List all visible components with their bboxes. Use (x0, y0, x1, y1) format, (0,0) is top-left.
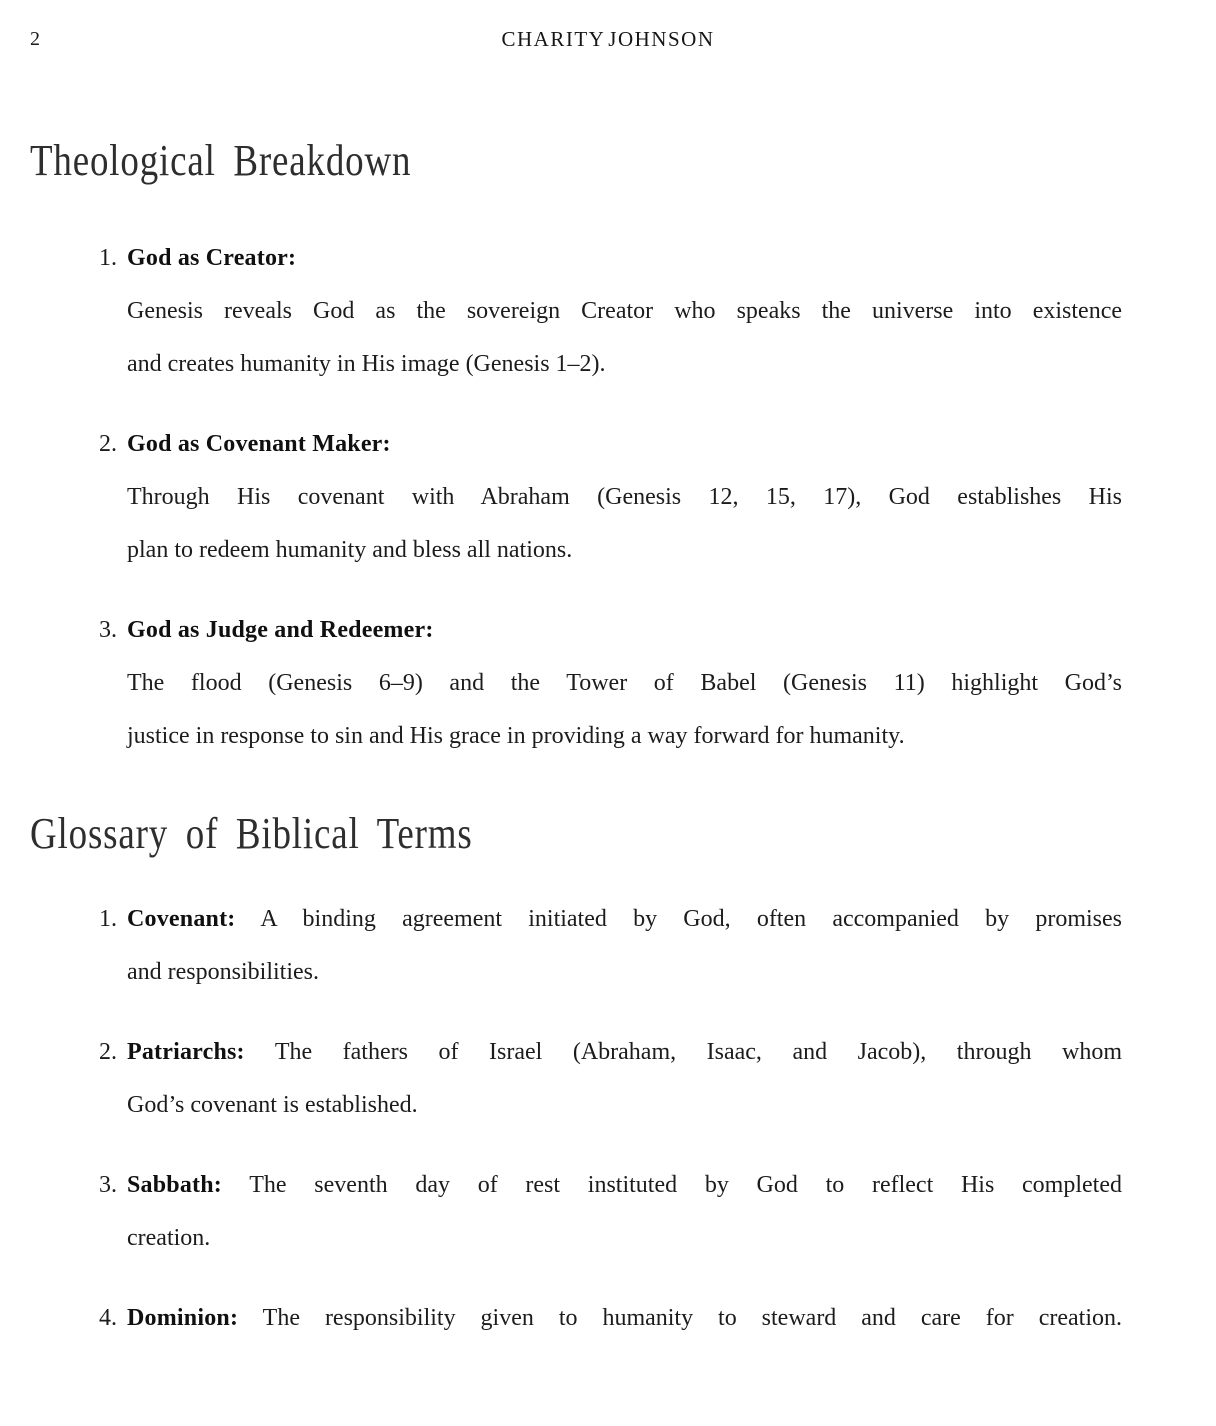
item-number: 2. (99, 1039, 117, 1065)
list-item (99, 604, 1122, 763)
item-term: Dominion: (127, 1305, 239, 1331)
item-term: Sabbath: (127, 1172, 222, 1198)
text-line: and creates humanity in His image (Genesis 1–2). (127, 351, 606, 377)
text-line (99, 418, 1122, 471)
page-header (30, 0, 1122, 60)
item-number: 4. (99, 1305, 117, 1331)
text-line: Through His covenant with Abraham (Genesis 12, 15, 17), God establishes His (127, 484, 1122, 510)
list-item (99, 418, 1122, 577)
item-title: God as Covenant Maker: (127, 431, 391, 457)
list-item (99, 1026, 1122, 1132)
item-number: 1. (99, 906, 117, 932)
section-list (30, 232, 1122, 763)
text-line: 3. Sabbath: The seventh day of rest instituted by God to reflect His completed (127, 1159, 1122, 1212)
running-header-title: CHARITY JOHNSON (501, 27, 715, 51)
text-line: God’s covenant is established. (127, 1092, 418, 1118)
text-line: 4. Dominion: The responsibility given to humanity to steward and care for creation. (127, 1292, 1122, 1345)
text-line: creation. (127, 1225, 211, 1251)
text-line: 2. Patriarchs: The fathers of Israel (Abraham, Isaac, and Jacob), through whom (127, 1026, 1122, 1079)
document-body (30, 135, 1122, 1345)
item-number: 3. (99, 617, 117, 643)
text-line: and responsibilities. (127, 959, 319, 985)
text-line: 1. Covenant: A binding agreement initiated by God, often accompanied by promises (127, 893, 1122, 946)
text-line (99, 604, 1122, 657)
section-heading: Theological Breakdown (30, 136, 412, 185)
text-line: plan to redeem humanity and bless all nations. (127, 537, 573, 563)
page-number: 2 (30, 28, 40, 50)
text-line: The flood (Genesis 6–9) and the Tower of Babel (Genesis 11) highlight God’s (127, 670, 1122, 696)
item-number: 1. (99, 245, 117, 271)
document-section (30, 135, 1122, 763)
item-title: God as Creator: (127, 245, 297, 271)
item-title: God as Judge and Redeemer: (127, 617, 434, 643)
text-line: Genesis reveals God as the sovereign Creator who speaks the universe into existence (127, 298, 1122, 324)
item-term: Covenant: (127, 906, 236, 932)
list-item (99, 232, 1122, 391)
list-item (99, 1292, 1122, 1345)
section-list (30, 893, 1122, 1345)
item-number: 3. (99, 1172, 117, 1198)
list-item (99, 893, 1122, 999)
item-number: 2. (99, 431, 117, 457)
section-heading: Glossary of Biblical Terms (30, 809, 473, 858)
list-item (99, 1159, 1122, 1265)
document-section (30, 808, 1122, 1345)
item-term: Patriarchs: (127, 1039, 245, 1065)
text-line: justice in response to sin and His grace in providing a way forward for humanity. (127, 723, 905, 749)
text-line (99, 232, 1122, 285)
